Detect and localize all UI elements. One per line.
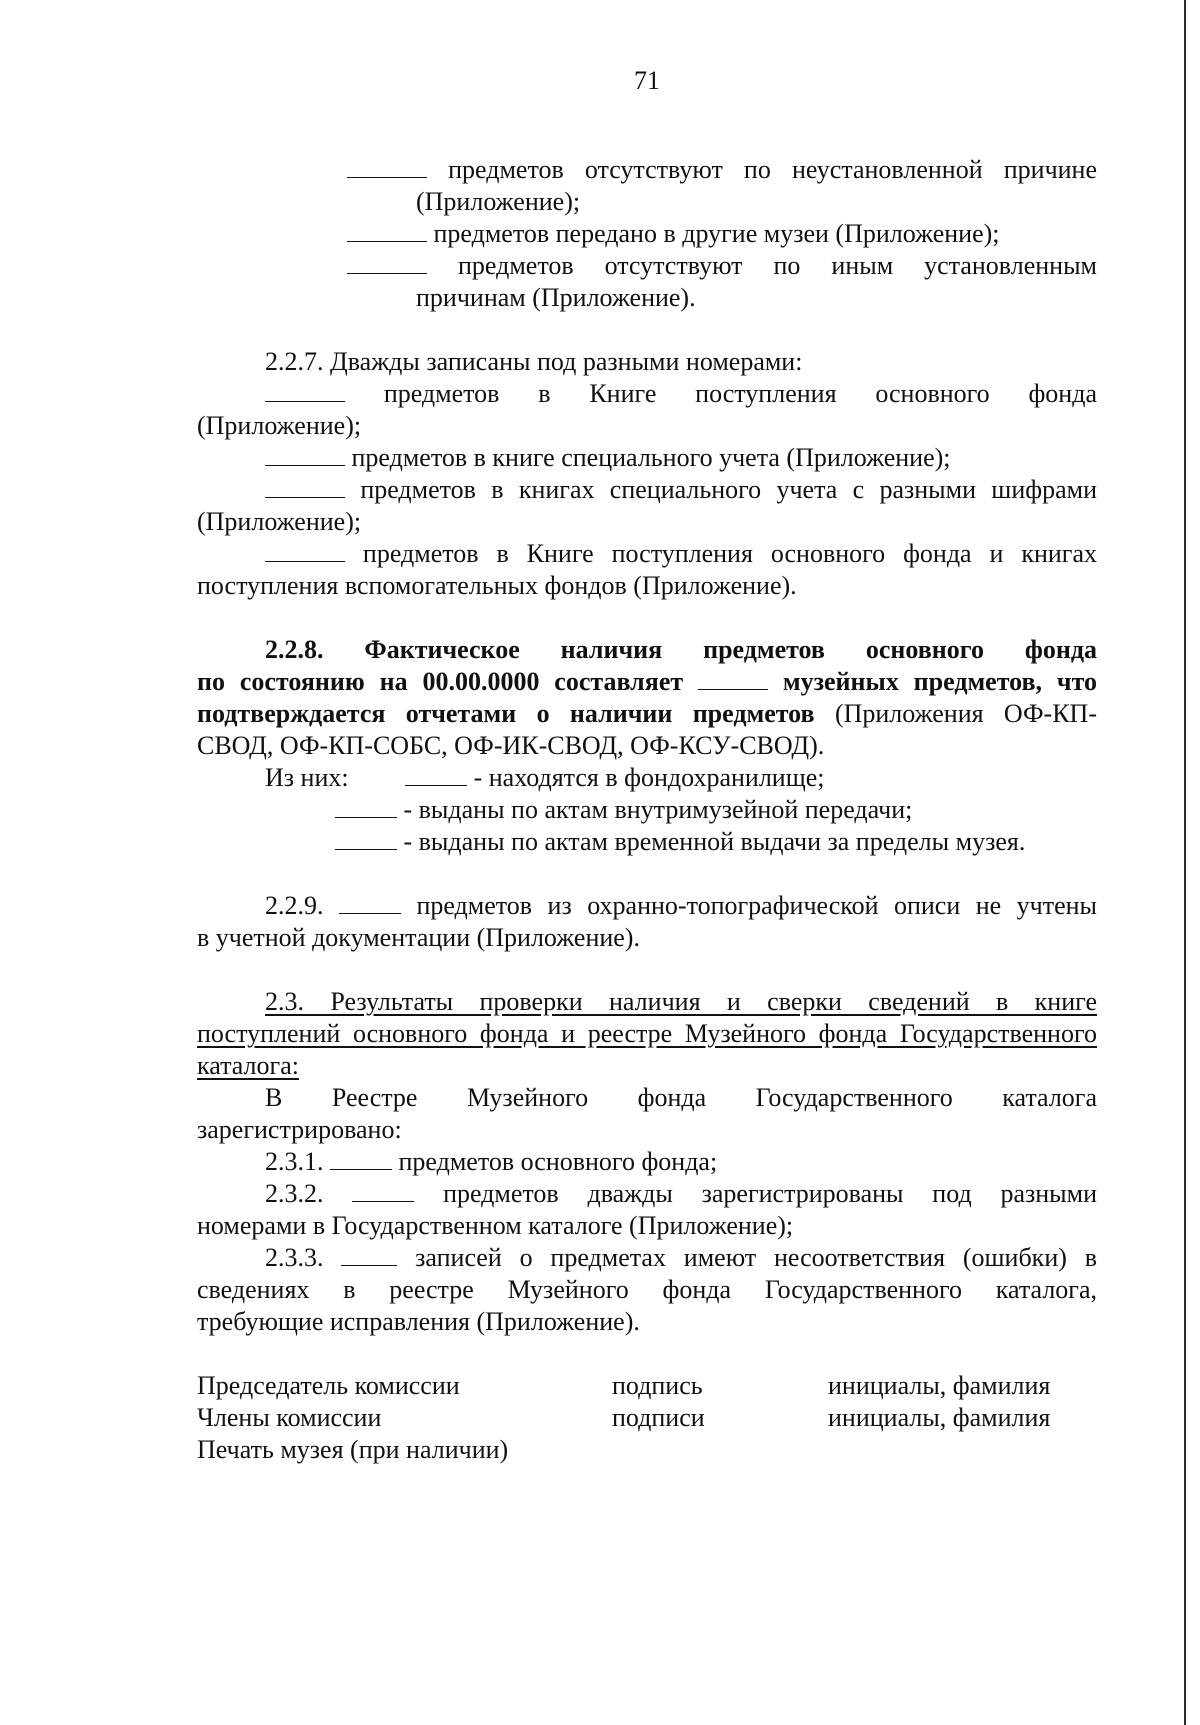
item-text: записей о предметах имеют несоответствия (ошибки) в [415,1243,1097,1272]
signature-row [197,1434,1097,1466]
section-number: 2.2.9. [265,891,324,920]
item-text: Из них: [265,763,349,792]
item-text: предметов в Книге поступления основного фонда [383,379,1097,408]
item-line [197,538,1097,570]
section-heading: 2.2.8. Фактическое наличия предметов основного фонда [265,635,1097,664]
item-text: предметов в книге специального учета (Приложение); [351,443,951,472]
fill-blank [265,475,345,498]
fill-blank [347,251,427,274]
paragraph-line [197,890,1097,922]
signature-name: инициалы, фамилия [828,1403,1051,1432]
signature-field: подписи [612,1403,705,1432]
item-line [197,1178,1097,1210]
signature-row [197,1402,1097,1434]
page-number: 71 [634,66,660,95]
section-number: 2.3.2. [265,1179,324,1208]
item-line [197,282,1097,314]
item-line: номерами в Государственном каталоге (Приложение); [197,1211,794,1240]
item-line [197,186,1097,218]
section-heading: 2.3. Результаты проверки наличия и сверки сведений в книге [265,987,1097,1016]
paragraph-text: по состоянию на 00.00.0000 составляет [197,667,684,696]
fill-blank [265,539,345,562]
item-text: предметов отсутствуют по иным установленным [457,251,1097,280]
paragraph-line: СВОД, ОФ-КП-СОБС, ОФ-ИК-СВОД, ОФ-КСУ-СВОД). [197,731,825,760]
fill-blank [405,763,467,786]
item-line [197,1146,1097,1178]
signature-name: инициалы, фамилия [828,1371,1051,1400]
page-edge-line [1184,0,1186,1725]
fill-blank [698,667,768,690]
fill-blank [265,443,345,466]
item-line [197,250,1097,282]
item-line [197,1242,1097,1274]
item-line: сведениях в реестре Музейного фонда Государственного каталога, [197,1275,1097,1304]
section-number: 2.3.1. [265,1147,324,1176]
paragraph-line [197,698,1097,730]
item-text: предметов дважды зарегистрированы под разными [443,1179,1098,1208]
paragraph-line: В Реестре Музейного фонда Государственного каталога [265,1083,1097,1112]
item-line: (Приложение); [197,507,362,536]
item-line [197,154,1097,186]
item-text: - находятся в фондохранилище; [473,763,825,792]
paragraph-text: подтверждается отчетами о наличии предметов [197,699,815,728]
item-text: (Приложение); [416,187,581,216]
item-line [197,218,1097,250]
section-heading: поступлений основного фонда и реестре Музейного фонда Государственного [197,1019,1097,1048]
fill-blank [347,155,427,178]
paragraph-line: зарегистрировано: [197,1115,402,1144]
document-body [197,154,1097,1466]
paragraph-text: музейных предметов, что [782,667,1097,696]
paragraph-text: предметов из охранно-топографической описи не учтены [416,891,1097,920]
fill-blank [347,219,427,242]
section-heading: каталога: [197,1051,299,1080]
signature-row [197,1370,1097,1402]
item-text: - выданы по актам внутримузейной передачи; [403,795,913,824]
item-line [197,826,1097,858]
signature-field: подпись [612,1371,703,1400]
item-text: предметов передано в другие музеи (Приложение); [433,219,1000,248]
item-text: - выданы по актам временной выдачи за пределы музея. [403,827,1026,856]
paragraph-line: в учетной документации (Приложение). [197,923,640,952]
item-line [197,762,1097,794]
fill-blank [339,891,401,914]
item-line [197,378,1097,410]
item-text: предметов в Книге поступления основного фонда и книгах [362,539,1097,568]
item-text: предметов основного фонда; [398,1147,718,1176]
fill-blank [330,1147,392,1170]
fill-blank [335,795,397,818]
item-line [197,474,1097,506]
item-line: поступления вспомогательных фондов (Приложение). [197,571,797,600]
paragraph-line [197,666,1097,698]
item-text: предметов отсутствуют по неустановленной причине [448,155,1098,184]
item-text: причинам (Приложение). [416,283,696,312]
item-line: требующие исправления (Приложение). [197,1307,640,1336]
signature-role: Председатель комиссии [197,1371,460,1400]
item-line: (Приложение); [197,411,362,440]
paragraph-text: (Приложения ОФ-КП- [834,699,1097,728]
seal-label: Печать музея (при наличии) [197,1435,509,1464]
item-text: предметов в книгах специального учета с разными шифрами [360,475,1097,504]
item-line [197,442,1097,474]
fill-blank [335,827,397,850]
fill-blank [265,379,345,402]
fill-blank [341,1243,397,1266]
section-number: 2.3.3. [265,1243,324,1272]
fill-blank [352,1179,414,1202]
signature-role: Члены комиссии [197,1403,382,1432]
item-line [197,794,1097,826]
section-heading: 2.2.7. Дважды записаны под разными номерами: [265,347,803,376]
